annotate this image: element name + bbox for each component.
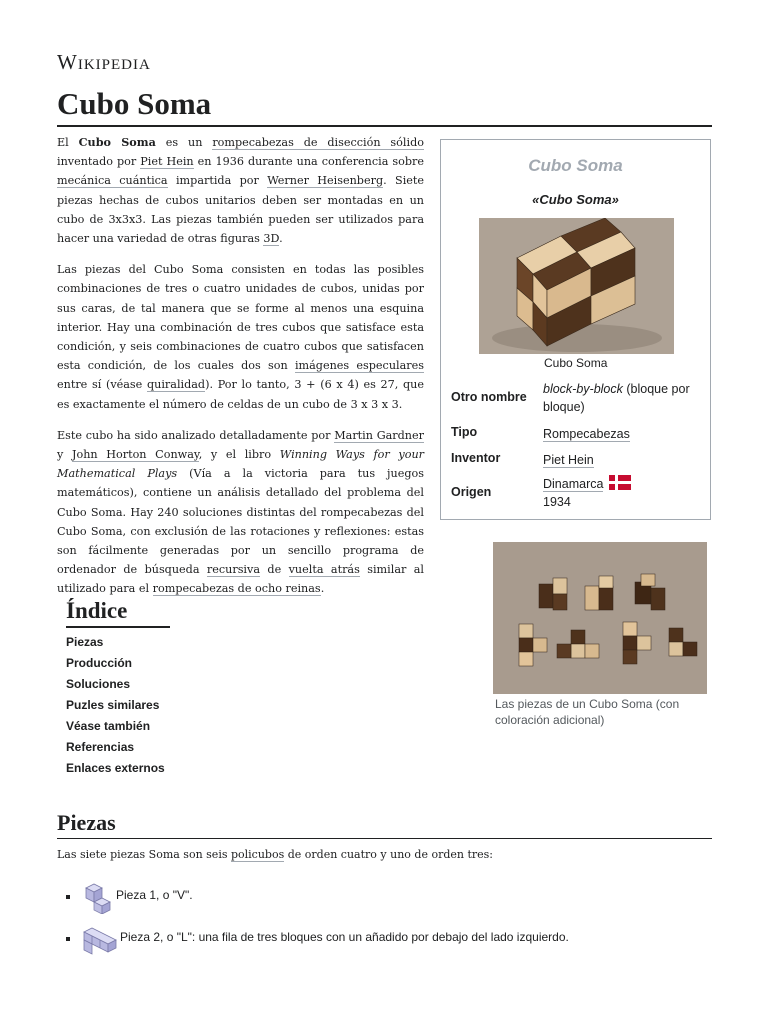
toc-item-puzles-similares[interactable]: Puzles similares <box>66 698 160 712</box>
toc-item-piezas[interactable]: Piezas <box>66 635 104 649</box>
infobox-image-caption: Cubo Soma <box>544 356 608 370</box>
infobox-key: Tipo <box>451 425 478 439</box>
bullet-icon <box>66 895 70 899</box>
toc-item-produccion[interactable]: Producción <box>66 656 133 670</box>
link-martin-gardner[interactable]: Martin Gardner <box>334 428 424 442</box>
infobox-key: Origen <box>451 485 492 499</box>
title-divider <box>57 125 712 127</box>
infobox-key: Inventor <box>451 451 501 465</box>
link-recursiva[interactable]: recursiva <box>206 563 261 577</box>
infobox <box>440 139 711 520</box>
link-mecanica-cuantica[interactable]: mecánica cuántica <box>57 174 168 188</box>
infobox-subtitle: «Cubo Soma» <box>532 192 619 207</box>
toc-title: Índice <box>66 598 128 623</box>
polycube-v-icon[interactable] <box>80 880 114 914</box>
bullet-icon <box>66 937 70 941</box>
lead-section <box>57 133 424 611</box>
toc-item-enlaces-externos[interactable]: Enlaces externos <box>66 761 165 775</box>
infobox-key: Otro nombre <box>451 390 527 404</box>
soma-cube-image[interactable] <box>479 218 674 354</box>
wikipedia-logo[interactable]: Wikipedia <box>57 50 151 74</box>
lead-paragraph-1: El Cubo Soma es un rompecabezas de disección sólido inventado por Piet Hein en 1936 durante una conferencia sobre mecánica cuántica impartida por Werner Heisenberg. Siete piezas hechas de cubos unitarios deben ser montadas en un cubo de 3x3x3. Las piezas también pueden ser utilizados para hacer una variedad de otras figuras 3D. <box>57 135 425 246</box>
link-rompecabezas-ocho-reinas[interactable]: rompecabezas de ocho reinas <box>152 582 321 596</box>
link-vuelta-atras[interactable]: vuelta atrás <box>288 563 360 577</box>
link-werner-heisenberg[interactable]: Werner Heisenberg <box>267 174 384 188</box>
link-quiralidad[interactable]: quiralidad <box>146 378 206 392</box>
page-title: Cubo Soma <box>57 86 212 121</box>
soma-pieces-image[interactable] <box>493 542 707 694</box>
link-winning-ways[interactable]: Winning Ways for your Mathematical Plays <box>57 448 424 481</box>
table-of-contents <box>66 598 170 781</box>
section-divider <box>57 838 712 839</box>
link-rompecabezas-diseccion[interactable]: rompecabezas de disección sólido <box>212 136 424 149</box>
toc-item-vease-tambien[interactable]: Véase también <box>66 719 151 733</box>
link-3d[interactable]: 3D <box>263 232 280 246</box>
list-item-text: Pieza 2, o "L": una fila de tres bloques con un añadido por debajo del lado izquierdo. <box>120 930 569 944</box>
section-intro: Las siete piezas Soma son seis policubos de orden cuatro y uno de orden tres: <box>57 848 494 861</box>
lead-paragraph-2: Las piezas del Cubo Soma consisten en todas las posibles combinaciones de tres o cuatro unidades de cubos, unidas por sus caras, de tal manera que se forme al menos una esquina interior. Hay una combinación de tres cubos que satisface esta condición, y seis combinaciones de cuatro cubos que satisfacen esta condición, de los cuales dos son imágenes especulares entre sí (véase quiralidad). Por lo tanto, 3 + (6 x 4) es 27, que es exactamente el número de celdas de un cubo de 3 x 3 x 3. <box>57 263 424 411</box>
toc-item-soluciones[interactable]: Soluciones <box>66 677 131 691</box>
origin-year: 1934 <box>543 495 571 509</box>
link-john-horton-conway[interactable]: John Horton Conway <box>71 448 199 462</box>
link-dinamarca[interactable]: Dinamarca <box>543 477 604 491</box>
infobox-value: block-by-block (bloque por bloque) <box>543 382 690 414</box>
link-piet-hein[interactable]: Piet Hein <box>140 155 194 169</box>
lead-paragraph-3: Este cubo ha sido analizado detalladamente por Martin Gardner y John Horton Conway, y el libro Winning Ways for your Mathematical Plays (Vía a la victoria para tus juegos matemáticos), contiene un análisis detallado del problema del Cubo Soma. Hay 240 soluciones distintas del rompecabezas del Cubo Soma, con exclusión de las rotaciones y reflexiones: estas son fácilmente generadas por un sencillo programa de ordenador de búsqueda recursiva de vuelta atrás similar al utilizado para el rompecabezas de ocho reinas. <box>57 428 424 596</box>
toc-item-referencias[interactable]: Referencias <box>66 740 135 754</box>
polycube-l-icon[interactable] <box>80 922 120 956</box>
pieces-image-caption: Las piezas de un Cubo Soma (con coloración adicional) <box>495 697 680 727</box>
link-policubos[interactable]: policubos <box>230 848 285 861</box>
list-item-text: Pieza 1, o "V". <box>116 888 193 902</box>
toc-divider <box>66 626 170 628</box>
denmark-flag-icon <box>609 475 631 490</box>
infobox-row-otro-nombre <box>441 380 710 420</box>
link-inventor-piet-hein[interactable]: Piet Hein <box>543 453 594 467</box>
link-imagenes-especulares[interactable]: imágenes especulares <box>294 359 424 373</box>
bold-term: Cubo Soma <box>78 135 156 149</box>
section-title-piezas: Piezas <box>57 810 116 835</box>
link-rompecabezas[interactable]: Rompecabezas <box>543 427 630 441</box>
infobox-title: Cubo Soma <box>528 156 623 175</box>
